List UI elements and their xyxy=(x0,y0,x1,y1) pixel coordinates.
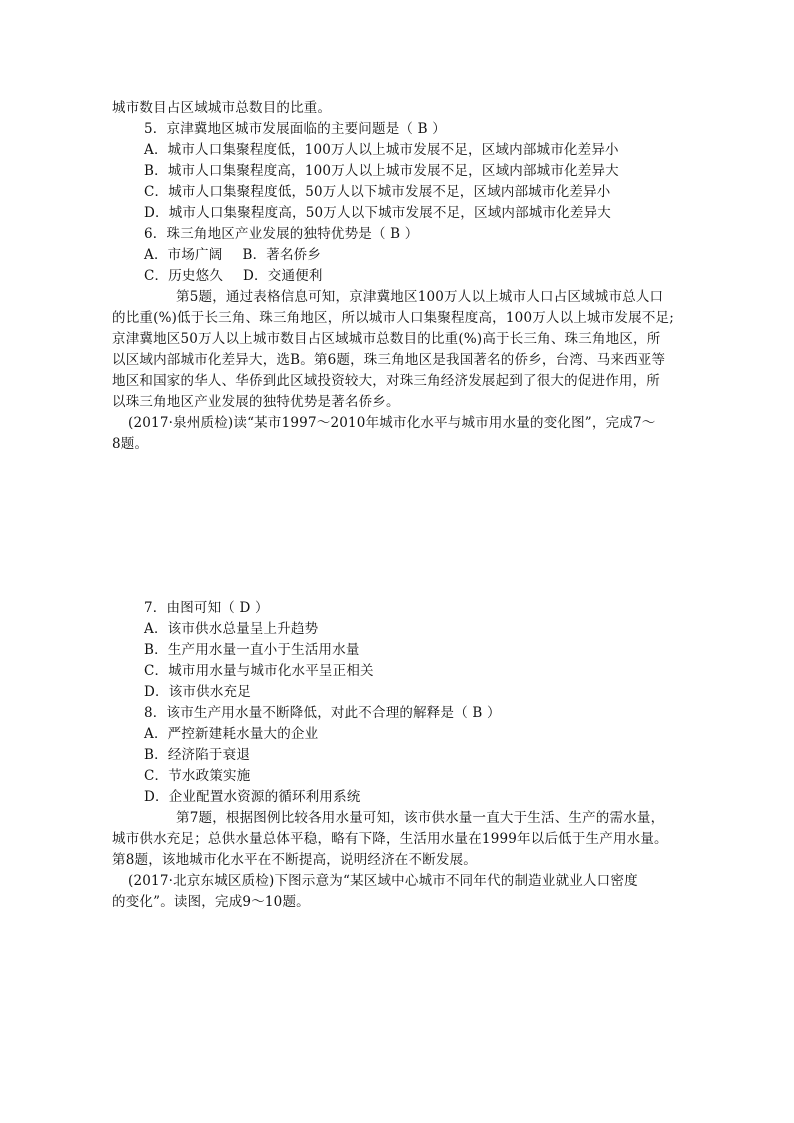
q8-option-c: C．节水政策实施 xyxy=(144,768,251,784)
q8-option-b: B．经济陷于衰退 xyxy=(144,747,251,763)
q6-options-row-2 xyxy=(144,266,323,287)
explanation-5-6-line-4: 以区域内部城市化差异大，选B。第6题，珠三角地区是我国著名的侨乡，台湾、马来西亚等 xyxy=(112,352,666,368)
q5-option-d: D．城市人口集聚程度高，50万人以下城市发展不足，区域内部城市化差异大 xyxy=(144,205,612,221)
explanation-5-6-line-1: 第5题，通过表格信息可知，京津冀地区100万人以上城市人口占区域城市总人口 xyxy=(176,289,664,305)
intro-7-8-line-2: 8题。 xyxy=(112,436,149,452)
explanation-5-6-line-6: 以珠三角地区产业发展的独特优势是著名侨乡。 xyxy=(112,394,400,410)
q7-option-c: C．城市用水量与城市化水平呈正相关 xyxy=(144,663,374,679)
q7-option-b: B．生产用水量一直小于生活用水量 xyxy=(144,642,360,658)
q7-option-d: D．该市供水充足 xyxy=(144,684,251,700)
intro-7-8-line-1: (2017·泉州质检)读“某市1997～2010年城市化水平与城市用水量的变化图”，完成7～ xyxy=(128,415,656,431)
q7-option-a: A．该市供水总量呈上升趋势 xyxy=(144,621,319,637)
q5-option-b: B．城市人口集聚程度高，100万人以上城市发展不足，区域内部城市化差异大 xyxy=(144,163,619,179)
q6-options-row-1 xyxy=(144,245,321,266)
question-8: 8．该市生产用水量不断降低，对此不合理的解释是（ B ） xyxy=(144,705,501,721)
intro-9-10-line-2: 的变化”。读图，完成9～10题。 xyxy=(112,894,310,910)
explanation-7-8-line-1: 第7题，根据图例比较各用水量可知，该市供水量一直大于生活、生产的需水量， xyxy=(176,810,665,826)
explanation-7-8-line-2: 城市供水充足；总供水量总体平稳，略有下降，生活用水量在1999年以后低于生产用水量。 xyxy=(112,831,668,847)
explanation-7-8-line-3: 第8题，该地城市化水平在不断提高，说明经济在不断发展。 xyxy=(112,852,477,868)
question-5: 5．京津冀地区城市发展面临的主要问题是（ B ） xyxy=(144,121,446,137)
q6-option-a: A．市场广阔 xyxy=(144,247,223,263)
q6-option-b: B．著名侨乡 xyxy=(242,247,322,263)
intro-9-10-line-1: (2017·北京东城区质检)下图示意为“某区域中心城市不同年代的制造业就业人口密度 xyxy=(128,873,638,889)
explanation-5-6-line-3: 京津冀地区50万人以上城市数目占区域城市总数目的比重(%)高于长三角、珠三角地区，所 xyxy=(112,331,661,347)
figure-placeholder xyxy=(112,460,682,590)
q6-option-c: C．历史悠久 xyxy=(144,268,224,284)
q5-option-c: C．城市人口集聚程度低，50万人以下城市发展不足，区域内部城市化差异小 xyxy=(144,184,611,200)
q5-option-a: A．城市人口集聚程度低，100万人以上城市发展不足，区域内部城市化差异小 xyxy=(144,142,619,158)
question-7: 7．由图可知（ D ） xyxy=(144,600,269,616)
text-line-continuation: 城市数目占区域城市总数目的比重。 xyxy=(112,100,332,116)
explanation-5-6-line-5: 地区和国家的华人、华侨到此区域投资较大，对珠三角经济发展起到了很大的促进作用，所 xyxy=(112,373,660,389)
q8-option-d: D．企业配置水资源的循环利用系统 xyxy=(144,789,361,805)
q6-option-d: D．交通便利 xyxy=(243,268,323,284)
q8-option-a: A．严控新建耗水量大的企业 xyxy=(144,726,319,742)
question-6: 6．珠三角地区产业发展的独特优势是（ B ） xyxy=(144,226,419,242)
explanation-5-6-line-2: 的比重(%)低于长三角、珠三角地区，所以城市人口集聚程度高，100万人以上城市发展不足; xyxy=(112,310,674,326)
